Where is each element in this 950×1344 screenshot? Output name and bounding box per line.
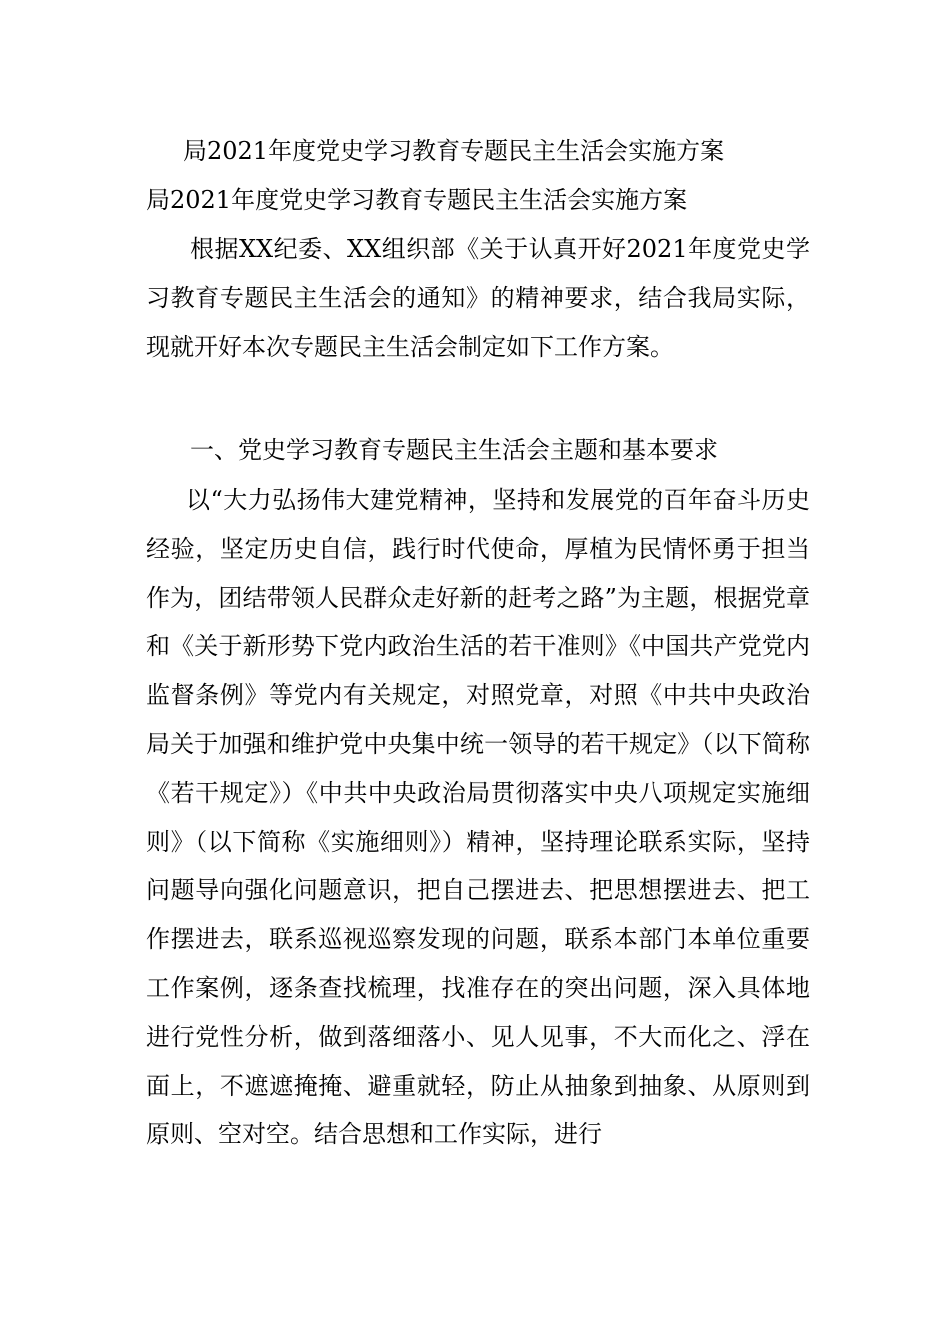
intro-paragraph: 根据XX纪委、XX组织部《关于认真开好2021年度党史学习教育专题民主生活会的通知》的精神要求，结合我局实际，现就开好本次专题民主生活会制定如下工作方案。 bbox=[146, 235, 810, 361]
section-body-paragraph: 以“大力弘扬伟大建党精神，坚持和发展党的百年奋斗历史经验，坚定历史自信，践行时代使命，厚植为民情怀勇于担当作为，团结带领人民群众走好新的赶考之路”为主题，根据党章和《关于新形势下党内政治生活的若干准则》《中国共产党党内监督条例》等党内有关规定，对照党章，对照《中共中央政治局关于加强和维护党中央集中统一领导的若干规定》（以下简称《若干规定》）《中共中央政治局贯彻落实中央八项规定实施细则》（以下简称《实施细则》）精神，坚持理论联系实际，坚持问题导向强化问题意识，把自己摆进去、把思想摆进去、把工作摆进去，联系巡视巡察发现的问题，联系本部门本单位重要工作案例，逐条查找梳理，找准存在的突出问题，深入具体地进行党性分析，做到落细落小、见人见事，不大而化之、浮在面上，不遮遮掩掩、避重就轻，防止从抽象到抽象、从原则到原则、空对空。结合思想和工作实际，进行 bbox=[146, 486, 810, 1149]
section-heading: 一、党史学习教育专题民主生活会主题和基本要求 bbox=[190, 436, 718, 464]
document-title: 局2021年度党史学习教育专题民主生活会实施方案 bbox=[183, 137, 725, 165]
document-subtitle: 局2021年度党史学习教育专题民主生活会实施方案 bbox=[146, 186, 688, 214]
